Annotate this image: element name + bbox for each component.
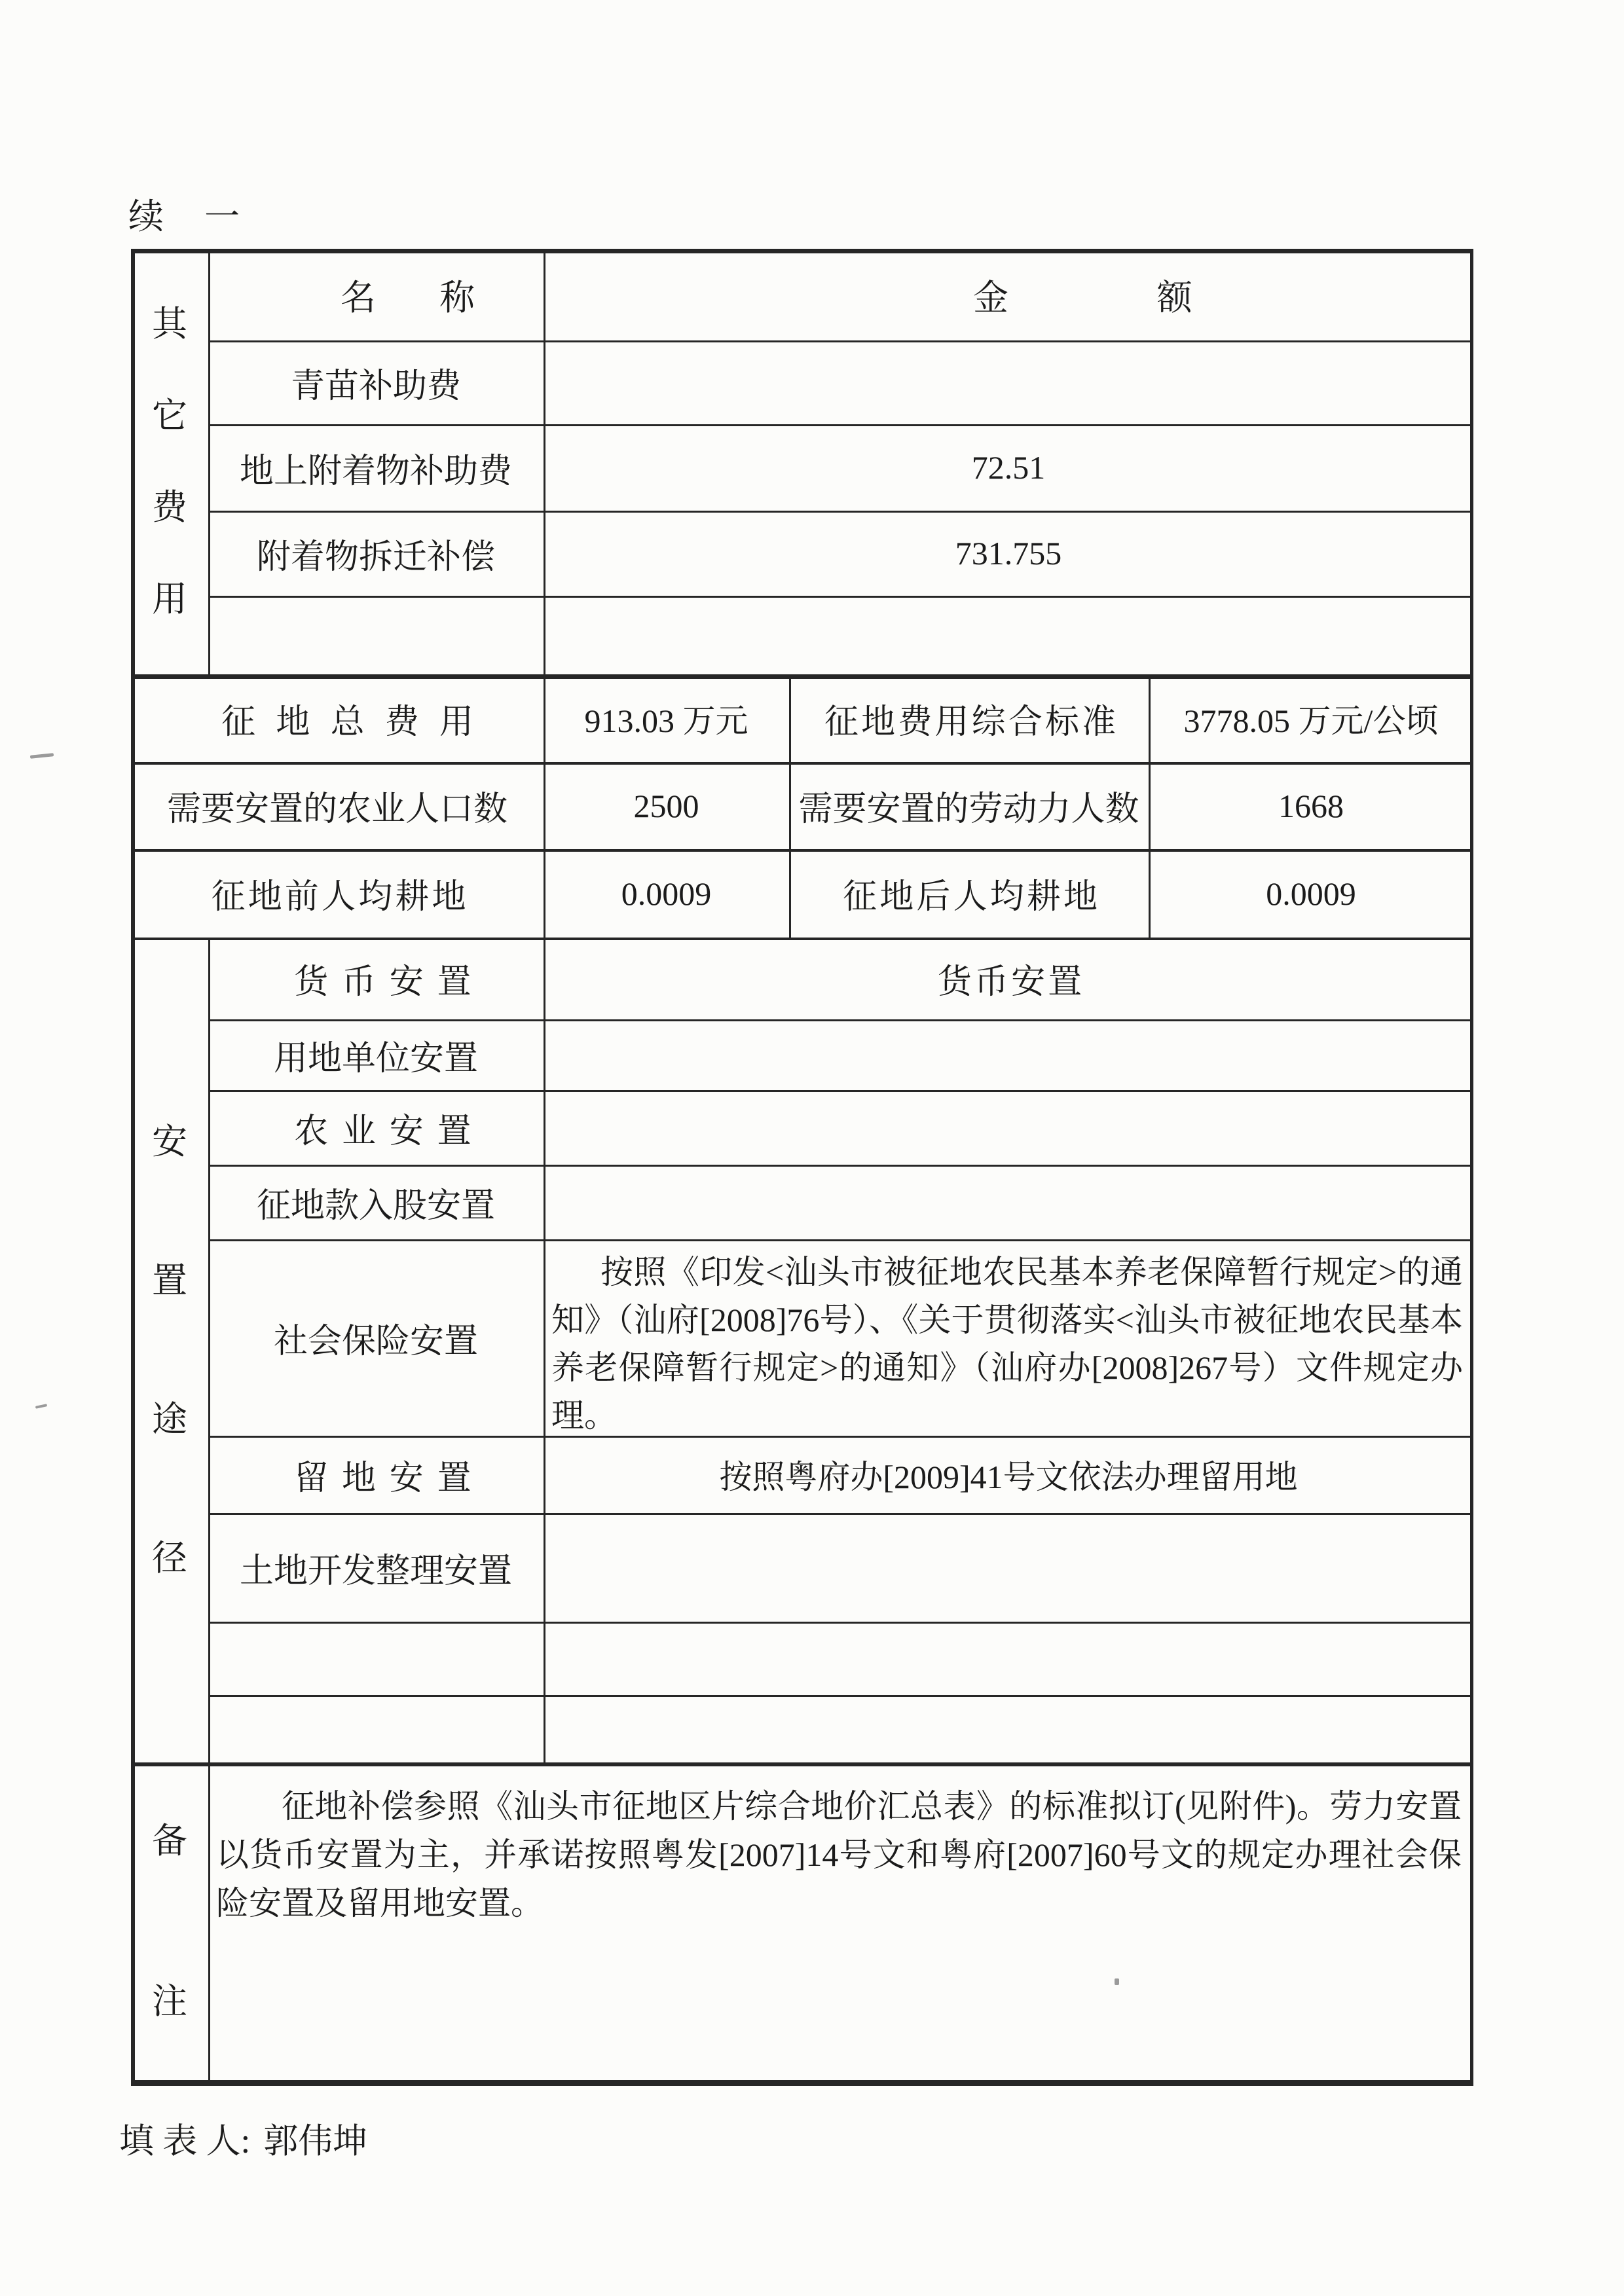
attachment-demolition-value: 731.755 (955, 535, 1062, 572)
equity-resettlement-label: 征地款入股安置 (256, 1187, 495, 1225)
grid-line-h (208, 1622, 1473, 1624)
section-label-other-fees: 其 它 费 用 (152, 304, 187, 619)
monetary-resettlement-value: 货币安置 (937, 964, 1085, 1001)
total-cost-label: 征地总费用 (221, 703, 494, 741)
ground-attachment-subsidy-label: 地上附着物补助费 (239, 452, 512, 490)
scan-artifact (35, 1404, 47, 1409)
reserved-land-label: 留地安置 (294, 1459, 485, 1497)
total-cost-value: 913.03 万元 (584, 702, 748, 739)
attachment-demolition-label: 附着物拆迁补偿 (256, 538, 495, 576)
other-fees-name-header: 名称 (340, 278, 539, 318)
ground-attachment-subsidy-value: 72.51 (971, 449, 1046, 486)
land-development-label: 土地开发整理安置 (239, 1552, 512, 1590)
land-user-resettlement-label: 用地单位安置 (273, 1040, 478, 1078)
social-insurance-label: 社会保险安置 (273, 1322, 478, 1360)
scan-artifact (30, 753, 54, 759)
farmland-before-label: 征地前人均耕地 (211, 879, 469, 916)
farmland-before-value: 0.0009 (621, 875, 712, 912)
reserved-land-value: 按照粤府办[2009]41号文依法办理留用地 (719, 1459, 1298, 1495)
grid-line-h (208, 596, 1473, 598)
comprehensive-standard-label: 征地费用综合标准 (824, 703, 1119, 741)
form-filler-line (119, 2113, 367, 2163)
form-filler-name: 郭伟坤 (263, 2123, 368, 2160)
comprehensive-standard-value: 3778.05 万元/公顷 (1183, 702, 1439, 739)
labor-population-label: 需要安置的劳动力人数 (798, 791, 1139, 828)
remarks-text: 征地补偿参照《汕头市征地区片综合地价汇总表》的标准拟订(见附件)。劳力安置以货币安置为主，并承诺按照粤发[2007]14号文和粤府[2007]60号文的规定办理社会保险安置及留用地安置。 (216, 1788, 1462, 1922)
agriculture-resettlement-label: 农业安置 (294, 1112, 485, 1150)
form-filler-label: 填 表 人: (119, 2123, 251, 2160)
labor-population-value: 1668 (1278, 787, 1344, 824)
agri-population-label: 需要安置的农业人口数 (166, 791, 507, 828)
section-label-resettlement: 安 置 途 径 (152, 1122, 187, 1578)
agri-population-value: 2500 (633, 787, 699, 824)
continuation-label: 续 一 (128, 197, 256, 236)
other-fees-amount-header: 金额 (972, 278, 1341, 318)
social-insurance-text: 按照《印发<汕头市被征地农民基本养老保障暂行规定>的通知》（汕府[2008]76号）、《关于贯彻落实<汕头市被征地农民基本养老保障暂行规定>的通知》（汕府办[2008]267号）文件规定办理。 (551, 1254, 1463, 1434)
scan-artifact (1115, 1978, 1119, 1985)
seedling-subsidy-label: 青苗补助费 (290, 367, 461, 405)
section-label-remarks: 备 注 (152, 1821, 187, 2021)
grid-line-h (131, 2080, 1473, 2086)
monetary-resettlement-label: 货币安置 (294, 964, 485, 1001)
farmland-after-value: 0.0009 (1266, 875, 1356, 912)
grid-line-h (208, 1695, 1473, 1697)
farmland-after-label: 征地后人均耕地 (843, 879, 1101, 916)
